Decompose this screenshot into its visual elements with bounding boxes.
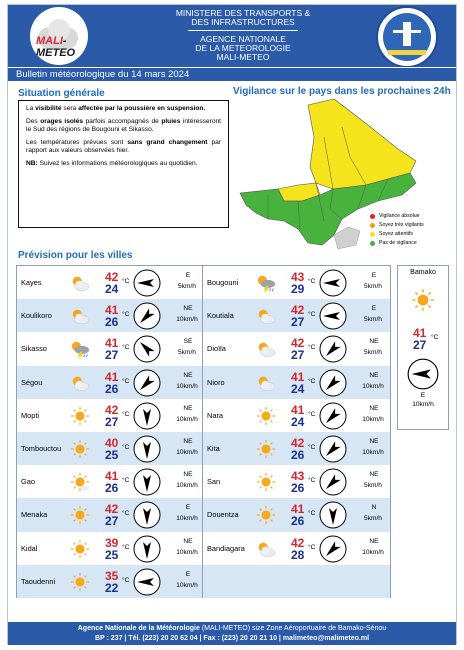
wind-direction: NE — [369, 404, 379, 412]
sun-icon — [69, 539, 91, 559]
temp-max: 43 — [291, 469, 305, 484]
temp-unit: °C — [308, 410, 316, 418]
temp-min: 22 — [105, 580, 119, 595]
temp-min: 24 — [105, 282, 119, 296]
sun-icon — [69, 439, 91, 459]
city-forecast-cell — [17, 399, 203, 432]
temp-unit: °C — [122, 576, 130, 584]
mali-meteo-logo: MALI-METEO — [30, 7, 88, 65]
temp-min: 27 — [291, 348, 305, 363]
temp-max: 42 — [291, 436, 305, 450]
city-forecast-cell — [203, 498, 389, 531]
temp-min: 26 — [105, 481, 119, 496]
city-forecast-cell — [17, 565, 203, 598]
footer-address: (MALI-METEO) size Zone Aéroportuaire de Bamako-Sénou — [199, 625, 387, 632]
forecast-table — [16, 265, 391, 598]
city-forecast-cell — [17, 266, 203, 299]
temp-min: 26 — [291, 448, 305, 462]
forecast-heading: Prévision pour les villes — [18, 250, 133, 261]
agency-line1: AGENCE NATIONALE — [200, 34, 286, 44]
wind-direction-icon — [133, 335, 161, 363]
temp-min: 27 — [291, 315, 305, 330]
temp-unit: °C — [308, 344, 316, 352]
sun-icon — [69, 505, 91, 525]
temp-max: 40 — [105, 436, 119, 450]
wind-speed: 5km/h — [178, 349, 196, 357]
temp-min: 24 — [291, 381, 305, 396]
sun-icon — [255, 439, 277, 459]
footer-contact: BP : 237 | Tél. (223) 20 20 62 04 | Fax : (223) 20 20 21 10 | malimeteo@malimeteo.ml — [94, 635, 370, 642]
temp-max: 42 — [105, 270, 119, 284]
wind-direction-icon — [319, 302, 347, 330]
temp-unit: °C — [122, 510, 130, 518]
wind-direction-icon — [133, 269, 161, 297]
city-name: Nioro — [207, 377, 225, 387]
temp-max: 41 — [291, 402, 305, 417]
city-name: Kita — [207, 444, 220, 453]
wind-direction: SE — [183, 338, 193, 346]
sun-icon — [255, 505, 277, 525]
table-row — [17, 498, 390, 531]
city-name: Koutiala — [207, 311, 234, 321]
wind-speed: 10km/h — [362, 382, 384, 390]
temp-unit: °C — [122, 410, 130, 418]
wind-speed: 5km/h — [364, 283, 382, 290]
legend-item: Soyez attentifs — [370, 230, 424, 239]
temp-unit: °C — [308, 311, 316, 319]
wind-speed: 10km/h — [176, 415, 198, 423]
city-name: Menaka — [21, 510, 48, 520]
city-forecast-cell — [203, 565, 389, 598]
temp-unit: °C — [308, 278, 316, 285]
city-forecast-cell — [17, 465, 203, 498]
temp-unit: °C — [122, 311, 130, 319]
legend-item: Vigilance absolue — [370, 212, 424, 221]
temp-min: 27 — [105, 348, 119, 363]
bamako-card — [397, 265, 449, 430]
wind-speed: 10km/h — [362, 548, 384, 556]
cloud-sun-icon — [69, 373, 91, 393]
sun-icon — [69, 406, 91, 426]
temp-max: 41 — [105, 369, 119, 384]
ministry-line1: MINISTERE DES TRANSPORTS & — [175, 8, 311, 18]
wind-speed: 5km/h — [364, 316, 382, 324]
city-forecast-cell — [17, 532, 203, 565]
temp-unit: °C — [122, 477, 130, 485]
temp-unit: °C — [308, 543, 316, 551]
wind-speed: 10km/h — [176, 449, 198, 456]
wind-direction: E — [371, 272, 377, 279]
wind-direction-icon — [133, 435, 161, 463]
temp-min: 26 — [291, 481, 305, 496]
wind-direction: E — [371, 305, 377, 313]
wind-direction: NE — [183, 404, 193, 412]
temp-max: 41 — [291, 369, 305, 384]
table-row — [17, 366, 390, 399]
wind-speed: 10km/h — [362, 449, 384, 456]
sun-icon — [410, 288, 436, 312]
temp-min: 27 — [413, 338, 427, 352]
temp-max: 42 — [291, 535, 305, 550]
situation-box: La visibilité sera affectée par la poussière en suspension. Des orages isolés parfois accompagnés de pluies intéresseront le Sud des régions de Bougouni et Sikasso. Les températures prévues sont sans grand changement par rapport aux valeurs observées hier. NB: Suivez les informations météorologiques au quotidien. — [18, 100, 229, 228]
thunderstorm-icon — [255, 273, 277, 293]
temp-min: 28 — [291, 547, 305, 562]
temp-max: 42 — [291, 303, 305, 318]
city-name: Nara — [207, 410, 224, 420]
temp-unit: °C — [308, 510, 316, 518]
cloud-sun-icon — [69, 273, 91, 293]
temp-min: 27 — [105, 414, 119, 429]
city-name: Taoudenni — [21, 576, 56, 586]
temp-unit: °C — [122, 344, 130, 352]
temp-min: 26 — [291, 514, 305, 529]
bulletin-title: Bulletin météorologique du 14 mars 2024 — [8, 67, 456, 81]
city-name: Bougouni — [207, 278, 239, 287]
city-forecast-cell — [17, 366, 203, 399]
wind-speed: 5km/h — [364, 515, 382, 523]
temp-max: 41 — [413, 326, 427, 340]
temp-unit: °C — [122, 377, 130, 385]
table-row — [17, 299, 390, 332]
republic-seal-logo — [376, 6, 438, 68]
wind-direction: N — [371, 504, 377, 512]
sun-icon — [69, 572, 91, 592]
wind-direction-icon — [319, 369, 347, 397]
wind-direction-icon — [133, 468, 161, 496]
wind-direction: NE — [369, 438, 379, 445]
footer-agency: Agence Nationale de la Météorologie — [77, 625, 200, 632]
cloud-sun-icon — [255, 339, 277, 359]
wind-speed: 10km/h — [176, 316, 198, 324]
sun-icon — [255, 472, 277, 492]
city-forecast-cell — [203, 332, 389, 365]
wind-direction-icon — [133, 535, 161, 563]
temp-min: 27 — [105, 514, 119, 529]
cloud-sun-icon — [255, 373, 277, 393]
wind-direction: NE — [183, 305, 193, 313]
city-name: Bamako — [410, 269, 436, 276]
ministry-line2: DES INFRASTRUCTURES — [191, 17, 295, 27]
wind-direction-icon — [133, 302, 161, 330]
wind-direction-icon — [319, 402, 347, 430]
wind-speed: 10km/h — [176, 482, 198, 490]
city-name: Tombouctou — [21, 444, 62, 453]
temp-unit: °C — [308, 477, 316, 485]
thunderstorm-icon — [69, 339, 91, 359]
wind-direction: NE — [369, 371, 379, 379]
city-name: San — [207, 477, 221, 487]
wind-direction: NE — [183, 537, 193, 545]
wind-direction: NE — [183, 471, 193, 479]
city-name: Sikasso — [21, 344, 47, 354]
temp-unit: °C — [308, 444, 316, 451]
table-row — [17, 565, 390, 598]
vigilance-heading: Vigilance sur le pays dans les prochaines 24h — [233, 86, 451, 97]
wind-speed: 10km/h — [176, 515, 198, 523]
table-row — [17, 532, 390, 565]
temp-max: 42 — [105, 502, 119, 517]
temp-max: 39 — [105, 535, 119, 550]
wind-direction: E — [185, 570, 191, 578]
temp-min: 25 — [105, 547, 119, 562]
table-row — [17, 399, 390, 432]
city-forecast-cell — [203, 266, 389, 299]
city-forecast-cell — [203, 465, 389, 498]
temp-unit: °C — [308, 377, 316, 385]
wind-direction-icon — [133, 369, 161, 397]
city-forecast-cell — [17, 432, 203, 465]
temp-max: 35 — [105, 568, 119, 583]
wind-direction-icon — [133, 402, 161, 430]
temp-min: 24 — [291, 414, 305, 429]
wind-direction-icon — [319, 501, 347, 529]
city-name: Ségou — [21, 377, 43, 387]
city-forecast-cell — [203, 366, 389, 399]
wind-speed: 10km/h — [362, 415, 384, 423]
temp-max: 42 — [105, 402, 119, 417]
wind-speed: 10km/h — [412, 401, 434, 408]
city-name: Mopti — [21, 410, 40, 420]
agency-line2: DE LA METEOROLOGIE — [195, 43, 291, 53]
sun-cloud-icon — [69, 472, 91, 492]
cloud-sun-icon — [255, 539, 277, 559]
wind-direction-icon — [319, 535, 347, 563]
table-row — [17, 432, 390, 465]
vigilance-legend — [370, 212, 424, 248]
wind-direction: E — [185, 272, 191, 279]
wind-speed: 5km/h — [178, 283, 196, 290]
temp-unit: °C — [122, 543, 130, 551]
table-row — [17, 465, 390, 498]
city-forecast-cell — [17, 498, 203, 531]
temp-max: 41 — [105, 303, 119, 318]
footer — [8, 622, 456, 645]
table-row — [17, 266, 390, 299]
temp-max: 42 — [291, 336, 305, 351]
ministry-title — [158, 9, 328, 62]
temp-max: 41 — [105, 336, 119, 351]
situation-heading: Situation générale — [18, 88, 105, 99]
wind-direction: E — [420, 392, 426, 399]
city-forecast-cell — [203, 432, 389, 465]
wind-speed: 5km/h — [364, 349, 382, 357]
city-name: Bandiagara — [207, 543, 245, 553]
wind-direction: NE — [183, 438, 193, 445]
city-name: Douentza — [207, 510, 239, 520]
temp-min: 29 — [291, 282, 305, 296]
wind-direction: NE — [369, 537, 379, 545]
wind-direction-icon — [319, 335, 347, 363]
wind-direction-icon — [133, 568, 161, 596]
wind-direction: NE — [369, 471, 379, 479]
temp-max: 43 — [291, 270, 305, 284]
legend-item: Pas de vigilance — [370, 239, 424, 248]
table-row — [17, 332, 390, 365]
temp-min: 26 — [105, 315, 119, 330]
city-forecast-cell — [203, 299, 389, 332]
wind-direction-icon — [319, 468, 347, 496]
temp-unit: °C — [122, 444, 130, 451]
city-forecast-cell — [203, 399, 389, 432]
wind-direction-icon — [319, 435, 347, 463]
wind-direction-icon — [407, 358, 439, 390]
wind-speed: 10km/h — [176, 548, 198, 556]
city-forecast-cell — [203, 532, 389, 565]
cloud-sun-icon — [69, 306, 91, 326]
city-name: Koulikoro — [21, 311, 52, 321]
temp-max: 41 — [291, 502, 305, 517]
wind-speed: 5km/h — [364, 482, 382, 490]
wind-direction-icon — [319, 269, 347, 297]
wind-direction-icon — [133, 501, 161, 529]
legend-item: Soyez très vigilants — [370, 221, 424, 230]
wind-direction: E — [185, 504, 191, 512]
city-name: Kayes — [21, 278, 42, 287]
wind-direction: NE — [369, 338, 379, 346]
wind-direction: NE — [183, 371, 193, 379]
city-forecast-cell — [17, 332, 203, 365]
agency-line3: MALI-METEO — [216, 52, 270, 62]
temp-unit: °C — [122, 278, 130, 285]
header-banner — [8, 5, 456, 67]
temp-min: 25 — [105, 448, 119, 462]
wind-speed: 10km/h — [176, 382, 198, 390]
wind-speed: 10km/h — [176, 581, 198, 589]
cloud-sun-icon — [255, 306, 277, 326]
city-forecast-cell — [17, 299, 203, 332]
city-name: Gao — [21, 477, 35, 487]
city-name: Dioïla — [207, 344, 226, 354]
city-name: Kidal — [21, 543, 38, 553]
sun-icon — [255, 406, 277, 426]
temp-max: 41 — [105, 469, 119, 484]
temp-unit: °C — [431, 334, 439, 341]
temp-min: 26 — [105, 381, 119, 396]
